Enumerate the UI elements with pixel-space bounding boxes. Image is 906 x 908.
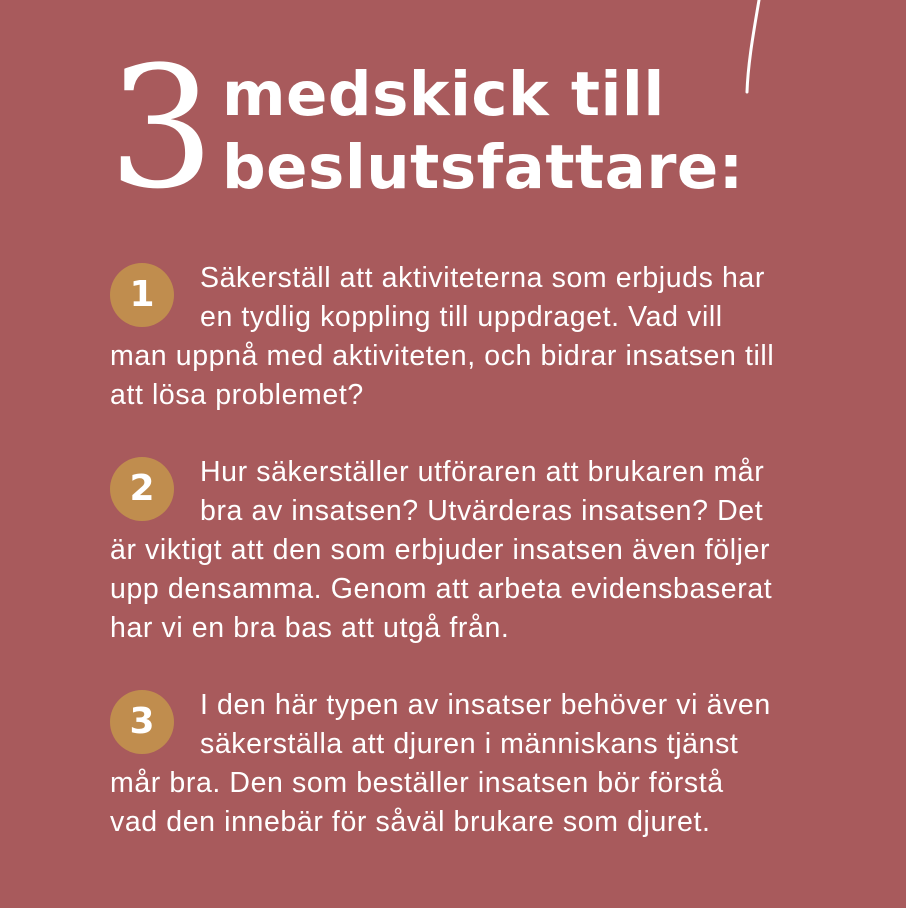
page-title [222, 58, 744, 204]
point-2-line-2: bra av insatsen? Utvärderas insatsen? Det [200, 495, 764, 527]
page-title-line-1: medskick till [222, 59, 665, 130]
point-1 [110, 259, 830, 415]
point-2-line-5: har vi en bra bas att utgå från. [110, 612, 510, 644]
point-1-line-2: en tydlig koppling till uppdraget. Vad vill [200, 301, 723, 333]
page-title-line-2: beslutsfattare: [222, 132, 744, 203]
big-number-three: 3 [108, 30, 209, 226]
point-1-line-4: att lösa problemet? [110, 379, 364, 411]
point-1-text [110, 259, 830, 415]
point-3-text [110, 686, 830, 842]
point-1-line-1: Säkerställ att aktiviteterna som erbjuds har [200, 262, 765, 294]
point-3-line-2: säkerställa att djuren i människans tjänst [200, 728, 739, 760]
point-3-line-1: I den här typen av insatser behöver vi även [200, 689, 771, 721]
number-badge-1: 1 [110, 263, 174, 327]
number-badge-2: 2 [110, 457, 174, 521]
number-badge-3: 3 [110, 690, 174, 754]
point-3-line-4: vad den innebär för såväl brukare som djuret. [110, 806, 711, 838]
point-1-line-3: man uppnå med aktiviteten, och bidrar insatsen till [110, 340, 775, 372]
point-2-line-3: är viktigt att den som erbjuder insatsen även följer [110, 534, 771, 566]
point-3-line-3: mår bra. Den som beställer insatsen bör förstå [110, 767, 724, 799]
point-2-line-4: upp densamma. Genom att arbeta evidensbaserat [110, 573, 773, 605]
point-2-line-1: Hur säkerställer utföraren att brukaren mår [200, 456, 765, 488]
point-2-text [110, 453, 830, 648]
point-2 [110, 453, 830, 648]
point-3 [110, 686, 830, 842]
